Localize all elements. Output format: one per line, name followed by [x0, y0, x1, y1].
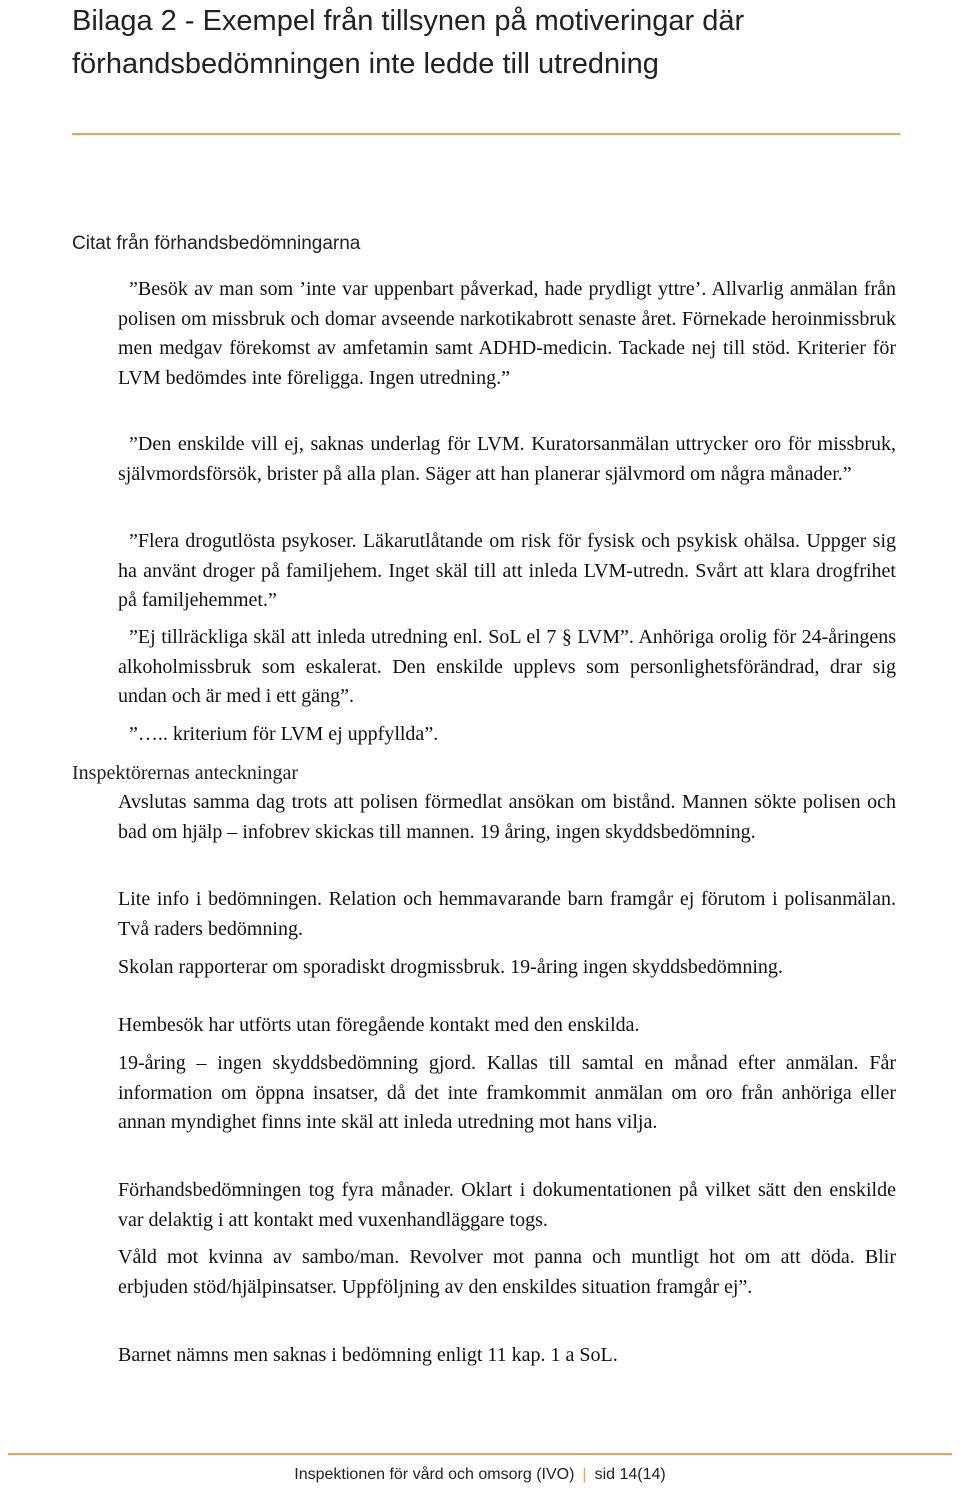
- quote-5: ”….. kriterium för LVM ej uppfyllda”.: [129, 723, 439, 745]
- page-footer: [0, 1465, 960, 1485]
- quote-1: ”Besök av man som ’inte var uppenbart påverkad, hade prydligt yttre’. Allvarlig anmälan från polisen om missbruk och domar avseende narkotikabrott senaste året. Förnekade heroinmissbruk men medgav förekomst av amfetamin samt ADHD-medicin. Tackade nej till stöd. Kriterier för LVM bedömdes inte föreligga. Ingen utredning.”: [118, 278, 896, 389]
- inspector-note-3: Skolan rapporterar om sporadiskt drogmissbruk. 19-åring ingen skyddsbedömning.: [118, 956, 783, 978]
- inspector-note-6: Förhandsbedömningen tog fyra månader. Oklart i dokumentationen på vilket sätt den enskilde var delaktig i att kontakt med vuxenhandläggare togs.: [118, 1179, 896, 1231]
- title-line-2: förhandsbedömningen inte ledde till utredning: [72, 48, 659, 80]
- title-line-1: Bilaga 2 - Exempel från tillsynen på motiveringar där: [72, 5, 745, 37]
- inspector-note-5: 19-åring – ingen skyddsbedömning gjord. Kallas till samtal en månad efter anmälan. Får information om öppna insatser, då det inte framkommit anmälan om oro från anhöriga eller annan myndighet finns inte skäl att inleda utredning mot hans vilja.: [118, 1052, 896, 1133]
- quote-4: ”Ej tillräckliga skäl att inleda utredning enl. SoL el 7 § LVM”. Anhöriga orolig för 24-åringens alkoholmissbruk som eskalerat. Den enskilde upplevs som personlighetsförändrad, drar sig undan och är med i ett gäng”.: [118, 626, 896, 707]
- inspector-note-7: Våld mot kvinna av sambo/man. Revolver mot panna och muntligt hot om att döda. Blir erbjuden stöd/hjälpinsatser. Uppföljning av den enskildes situation framgår ej”.: [118, 1246, 896, 1298]
- title-divider: [72, 133, 900, 135]
- inspector-note-1: Avslutas samma dag trots att polisen förmedlat ansökan om bistånd. Mannen sökte polisen och bad om hjälp – infobrev skickas till mannen. 19 åring, ingen skyddsbedömning.: [118, 791, 896, 843]
- footer-organization: Inspektionen för vård och omsorg (IVO): [294, 1466, 575, 1483]
- inspector-note-2: Lite info i bedömningen. Relation och hemmavarande barn framgår ej förutom i polisanmälan. Två raders bedömning.: [118, 888, 896, 940]
- document-title: [72, 0, 932, 86]
- inspector-note-4: Hembesök har utförts utan föregående kontakt med den enskilda.: [118, 1014, 640, 1036]
- quote-3: ”Flera drogutlösta psykoser. Läkarutlåtande om risk för fysisk och psykisk ohälsa. Uppger sig ha använt droger på familjehem. Inget skäl till att inleda LVM-utredn. Svårt att klara drogfrihet på familjehemmet.”: [118, 530, 896, 611]
- inspector-note-8: Barnet nämns men saknas i bedömning enligt 11 kap. 1 a SoL.: [118, 1344, 618, 1366]
- inspector-notes-heading: Inspektörernas anteckningar: [72, 762, 299, 784]
- citations-heading: Citat från förhandsbedömningarna: [72, 233, 361, 254]
- footer-page-number: sid 14(14): [594, 1466, 666, 1483]
- quote-2: ”Den enskilde vill ej, saknas underlag för LVM. Kuratorsanmälan uttrycker oro för missbruk, självmordsförsök, brister på alla plan. Säger att han planerar självmord om några månader.”: [118, 433, 896, 485]
- footer-separator: |: [582, 1466, 587, 1483]
- footer-divider: [8, 1453, 952, 1455]
